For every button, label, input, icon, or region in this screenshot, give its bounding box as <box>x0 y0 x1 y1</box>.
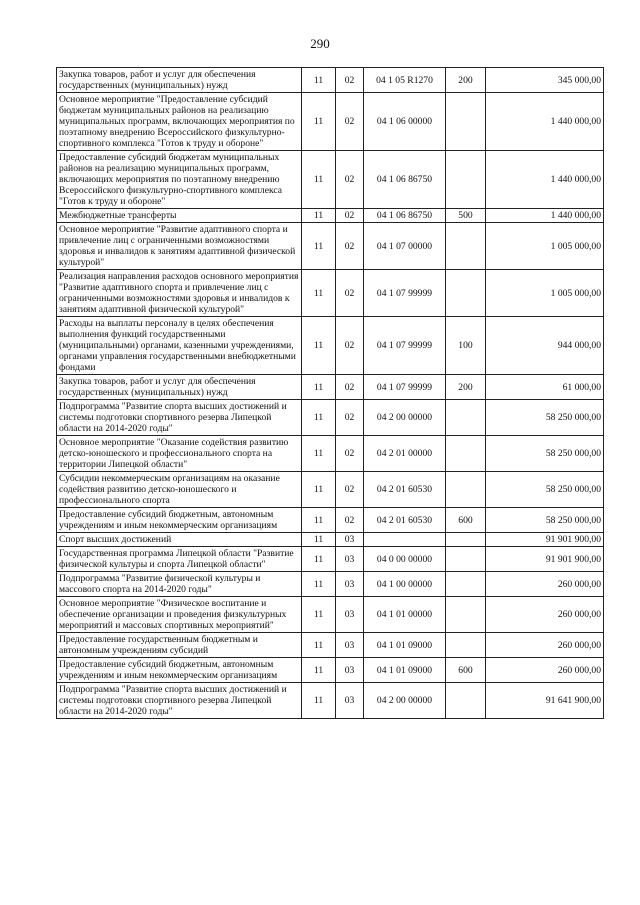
row-section-cell: 11 <box>302 508 336 533</box>
table-row <box>57 270 604 317</box>
table-row <box>57 436 604 472</box>
table-row <box>57 597 604 633</box>
row-amount-cell: 91 901 900,00 <box>486 547 604 572</box>
table-row <box>57 93 604 151</box>
row-section-cell: 11 <box>302 209 336 223</box>
row-target-article-cell: 04 1 01 09000 <box>364 633 446 658</box>
row-subsection-cell: 02 <box>336 223 364 270</box>
row-subsection-cell: 03 <box>336 683 364 719</box>
row-subsection-cell: 03 <box>336 572 364 597</box>
row-name-cell: Предоставление субсидий бюджетам муниципальных районов на реализацию муниципальных программ, включающих мероприятия по поэтапному внедрению Всероссийского физкультурно-спортивного комплекса "Готов к труду и обороне" <box>57 151 302 209</box>
row-subsection-cell: 02 <box>336 151 364 209</box>
row-target-article-cell: 04 1 05 R1270 <box>364 68 446 93</box>
row-expense-type-cell <box>446 93 486 151</box>
row-subsection-cell: 02 <box>336 209 364 223</box>
row-target-article-cell <box>364 533 446 547</box>
row-section-cell: 11 <box>302 597 336 633</box>
table-row <box>57 151 604 209</box>
row-name-cell: Основное мероприятие "Оказание содействия развитию детско-юношеского и профессионального спорта на территории Липецкой области" <box>57 436 302 472</box>
row-name-cell: Предоставление государственным бюджетным и автономным учреждениям субсидий <box>57 633 302 658</box>
row-name-cell: Основное мероприятие "Физическое воспитание и обеспечение организации и проведения физкультурных мероприятий и массовых спортивных мероприятий" <box>57 597 302 633</box>
row-amount-cell: 91 641 900,00 <box>486 683 604 719</box>
row-section-cell: 11 <box>302 683 336 719</box>
row-target-article-cell: 04 1 00 00000 <box>364 572 446 597</box>
row-expense-type-cell <box>446 436 486 472</box>
row-name-cell: Подпрограмма "Развитие спорта высших достижений и системы подготовки спортивного резерва Липецкой области на 2014-2020 годы" <box>57 683 302 719</box>
row-section-cell: 11 <box>302 151 336 209</box>
row-amount-cell: 260 000,00 <box>486 658 604 683</box>
row-target-article-cell: 04 2 01 60530 <box>364 472 446 508</box>
table-row <box>57 375 604 400</box>
row-expense-type-cell: 100 <box>446 317 486 375</box>
row-subsection-cell: 02 <box>336 68 364 93</box>
row-name-cell: Реализация направления расходов основного мероприятия "Развитие адаптивного спорта и привлечение лиц с ограниченными возможностями здоровья и инвалидов к занятиям адаптивной физической культурой" <box>57 270 302 317</box>
row-amount-cell: 1 440 000,00 <box>486 93 604 151</box>
row-subsection-cell: 03 <box>336 597 364 633</box>
row-section-cell: 11 <box>302 547 336 572</box>
row-target-article-cell: 04 0 00 00000 <box>364 547 446 572</box>
row-subsection-cell: 02 <box>336 317 364 375</box>
row-amount-cell: 1 005 000,00 <box>486 270 604 317</box>
table-row <box>57 547 604 572</box>
page-number: 290 <box>310 36 330 51</box>
row-amount-cell: 58 250 000,00 <box>486 508 604 533</box>
row-section-cell: 11 <box>302 436 336 472</box>
table-row <box>57 508 604 533</box>
row-expense-type-cell <box>446 633 486 658</box>
row-name-cell: Основное мероприятие "Развитие адаптивного спорта и привлечение лиц с ограниченными возможностями здоровья и инвалидов к занятиям адаптивной физической культурой" <box>57 223 302 270</box>
table-row <box>57 533 604 547</box>
row-subsection-cell: 02 <box>336 270 364 317</box>
row-name-cell: Подпрограмма "Развитие физической культуры и массового спорта на 2014-2020 годы" <box>57 572 302 597</box>
row-target-article-cell: 04 2 01 60530 <box>364 508 446 533</box>
row-target-article-cell: 04 1 06 86750 <box>364 209 446 223</box>
row-amount-cell: 260 000,00 <box>486 597 604 633</box>
table-row <box>57 633 604 658</box>
row-amount-cell: 58 250 000,00 <box>486 436 604 472</box>
row-expense-type-cell <box>446 151 486 209</box>
row-subsection-cell: 02 <box>336 400 364 436</box>
row-amount-cell: 91 901 900,00 <box>486 533 604 547</box>
row-subsection-cell: 03 <box>336 658 364 683</box>
row-expense-type-cell: 500 <box>446 209 486 223</box>
row-target-article-cell: 04 2 01 00000 <box>364 436 446 472</box>
row-amount-cell: 345 000,00 <box>486 68 604 93</box>
row-name-cell: Предоставление субсидий бюджетным, автономным учреждениям и иным некоммерческим организациям <box>57 508 302 533</box>
row-amount-cell: 944 000,00 <box>486 317 604 375</box>
row-section-cell: 11 <box>302 93 336 151</box>
row-expense-type-cell <box>446 400 486 436</box>
row-section-cell: 11 <box>302 400 336 436</box>
row-section-cell: 11 <box>302 317 336 375</box>
table-row <box>57 683 604 719</box>
row-expense-type-cell <box>446 597 486 633</box>
row-expense-type-cell <box>446 533 486 547</box>
budget-table <box>56 67 604 719</box>
row-section-cell: 11 <box>302 658 336 683</box>
row-expense-type-cell: 200 <box>446 375 486 400</box>
row-name-cell: Закупка товаров, работ и услуг для обеспечения государственных (муниципальных) нужд <box>57 68 302 93</box>
row-target-article-cell: 04 1 07 99999 <box>364 270 446 317</box>
row-name-cell: Подпрограмма "Развитие спорта высших достижений и системы подготовки спортивного резерва Липецкой области на 2014-2020 годы" <box>57 400 302 436</box>
budget-table-body <box>57 68 604 719</box>
table-row <box>57 658 604 683</box>
row-expense-type-cell <box>446 572 486 597</box>
row-target-article-cell: 04 1 06 86750 <box>364 151 446 209</box>
row-target-article-cell: 04 1 01 00000 <box>364 597 446 633</box>
row-section-cell: 11 <box>302 472 336 508</box>
row-subsection-cell: 02 <box>336 375 364 400</box>
table-row <box>57 223 604 270</box>
row-expense-type-cell <box>446 683 486 719</box>
row-name-cell: Межбюджетные трансферты <box>57 209 302 223</box>
row-expense-type-cell <box>446 270 486 317</box>
row-target-article-cell: 04 1 06 00000 <box>364 93 446 151</box>
row-name-cell: Расходы на выплаты персоналу в целях обеспечения выполнения функций государственными (муниципальными) органами, казенными учреждениями, органами управления государственными внебюджетными фондами <box>57 317 302 375</box>
row-amount-cell: 58 250 000,00 <box>486 400 604 436</box>
row-section-cell: 11 <box>302 633 336 658</box>
table-row <box>57 400 604 436</box>
row-name-cell: Государственная программа Липецкой области "Развитие физической культуры и спорта Липецкой области" <box>57 547 302 572</box>
row-name-cell: Спорт высших достижений <box>57 533 302 547</box>
row-target-article-cell: 04 1 07 99999 <box>364 375 446 400</box>
row-target-article-cell: 04 1 07 99999 <box>364 317 446 375</box>
row-amount-cell: 1 440 000,00 <box>486 151 604 209</box>
table-row <box>57 317 604 375</box>
row-expense-type-cell <box>446 223 486 270</box>
row-name-cell: Предоставление субсидий бюджетным, автономным учреждениям и иным некоммерческим организациям <box>57 658 302 683</box>
row-amount-cell: 260 000,00 <box>486 633 604 658</box>
row-expense-type-cell: 600 <box>446 658 486 683</box>
row-target-article-cell: 04 1 07 00000 <box>364 223 446 270</box>
row-target-article-cell: 04 1 01 09000 <box>364 658 446 683</box>
row-section-cell: 11 <box>302 68 336 93</box>
row-section-cell: 11 <box>302 375 336 400</box>
table-row <box>57 209 604 223</box>
row-subsection-cell: 02 <box>336 93 364 151</box>
table-row <box>57 572 604 597</box>
row-subsection-cell: 02 <box>336 508 364 533</box>
row-subsection-cell: 03 <box>336 533 364 547</box>
row-amount-cell: 1 440 000,00 <box>486 209 604 223</box>
row-section-cell: 11 <box>302 572 336 597</box>
table-row <box>57 68 604 93</box>
row-amount-cell: 1 005 000,00 <box>486 223 604 270</box>
row-expense-type-cell: 200 <box>446 68 486 93</box>
row-name-cell: Субсидии некоммерческим организациям на оказание содействия развитию детско-юношеского и профессионального спорта <box>57 472 302 508</box>
row-subsection-cell: 02 <box>336 436 364 472</box>
row-subsection-cell: 03 <box>336 633 364 658</box>
row-name-cell: Закупка товаров, работ и услуг для обеспечения государственных (муниципальных) нужд <box>57 375 302 400</box>
row-section-cell: 11 <box>302 533 336 547</box>
row-amount-cell: 260 000,00 <box>486 572 604 597</box>
row-target-article-cell: 04 2 00 00000 <box>364 400 446 436</box>
row-target-article-cell: 04 2 00 00000 <box>364 683 446 719</box>
row-section-cell: 11 <box>302 223 336 270</box>
row-subsection-cell: 03 <box>336 547 364 572</box>
row-section-cell: 11 <box>302 270 336 317</box>
row-expense-type-cell <box>446 472 486 508</box>
row-subsection-cell: 02 <box>336 472 364 508</box>
row-amount-cell: 61 000,00 <box>486 375 604 400</box>
row-expense-type-cell: 600 <box>446 508 486 533</box>
row-name-cell: Основное мероприятие "Предоставление субсидий бюджетам муниципальных районов на реализацию муниципальных программ, включающих мероприятия по поэтапному внедрению Всероссийского физкультурно-спортивного комплекса "Готов к труду и обороне" <box>57 93 302 151</box>
row-expense-type-cell <box>446 547 486 572</box>
row-amount-cell: 58 250 000,00 <box>486 472 604 508</box>
table-row <box>57 472 604 508</box>
